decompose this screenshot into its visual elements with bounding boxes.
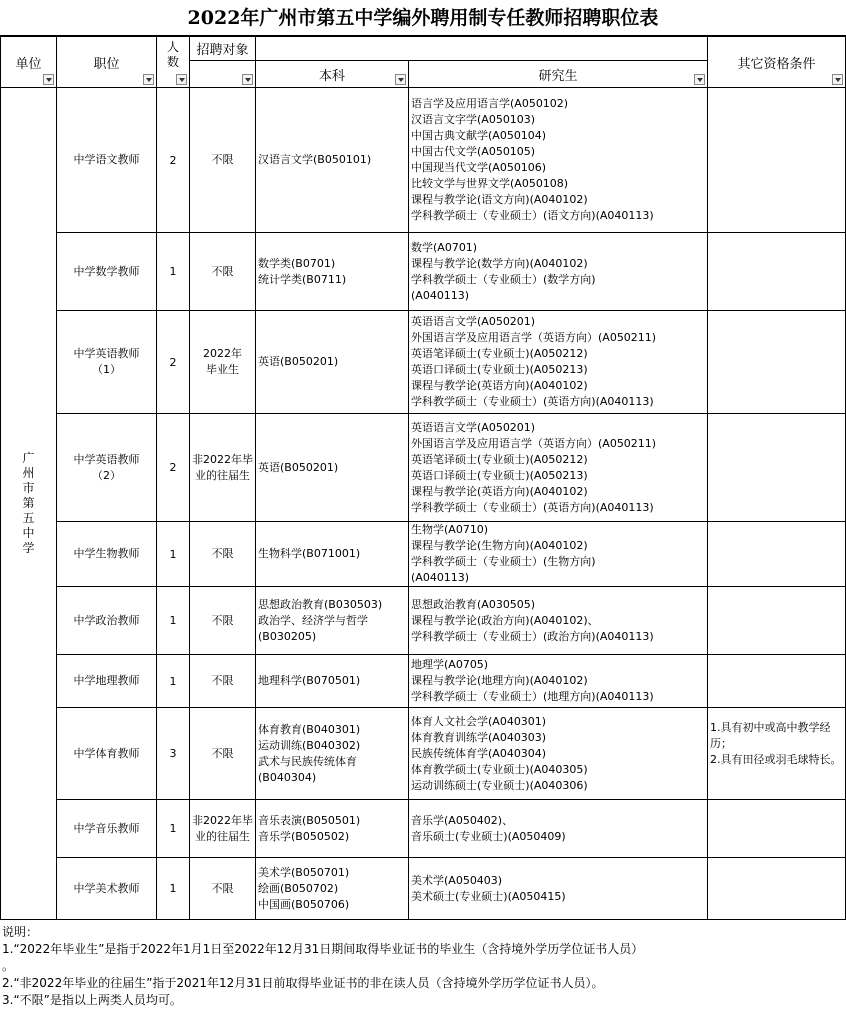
cell-line: 学科教学硕士（专业硕士）(语文方向)(A040113) [411,209,654,222]
cell-line: （2） [92,468,121,482]
undergrad-cell [256,587,409,655]
cell-line: 美术学(A050403) [411,873,503,887]
table-row [1,800,846,858]
target-cell [190,522,256,587]
target-cell [190,311,256,414]
target-cell [190,233,256,311]
cell-line: 运动训练硕士(专业硕士)(A040306) [411,778,588,792]
target-cell [190,708,256,800]
other-cell [708,800,846,858]
cell-line: (B030205) [258,629,317,643]
count-cell: 2 [157,414,190,522]
cell-line: 非2022年毕 [192,452,253,466]
target-cell [190,858,256,920]
cell-line: 音乐表演(B050501) [258,813,361,827]
header-postgrad: 研究生 [409,61,708,88]
cell-line: 中学英语教师 [73,347,140,360]
other-cell [708,414,846,522]
cell-line: 中国古典文献学(A050104) [411,129,547,142]
cell-line: 体育教育(B040301) [258,722,361,736]
cell-line: 音乐硕士(专业硕士)(A050409) [411,829,566,843]
position-cell [57,858,157,920]
positions-table [0,36,846,920]
table-row [1,414,846,522]
header-education [256,37,708,61]
cell-line: (B040304) [258,770,317,784]
cell-line: （1） [92,363,121,376]
undergrad-cell [256,858,409,920]
cell-line: 中学音乐教师 [73,821,140,835]
table-row [1,88,846,233]
position-cell [57,800,157,858]
unit-cell [1,88,57,920]
postgrad-cell [409,587,708,655]
position-cell [57,522,157,587]
undergrad-cell [256,522,409,587]
cell-line: 学科教学硕士（专业硕士）(政治方向)(A040113) [411,629,654,643]
cell-line: 思想政治教育(B030503) [258,597,383,611]
cell-line: 课程与教学论(政治方向)(A040102)、 [411,613,599,627]
cell-line: 不限 [211,674,234,687]
header-target-filter [190,61,256,88]
cell-line: 学科教学硕士（专业硕士）(地理方向)(A040113) [411,690,654,703]
cell-line: 不限 [211,613,234,627]
cell-line: 英语语言文学(A050201) [411,420,536,434]
cell-line: 中学语文教师 [73,153,140,166]
cell-line: 课程与教学论(数学方向)(A040102) [411,256,588,270]
cell-line: 民族传统体育学(A040304) [411,746,547,760]
undergrad-cell [256,708,409,800]
cell-line: 统计学类(B0711) [258,272,347,286]
note-line: 2.“非2022年毕业的往届生”指于2021年12月31日前取得毕业证书的非在读人员（含持境外学历学位证书人员）。 [2,976,604,990]
cell-line: 地理科学(B070501) [258,674,361,687]
other-cell [708,311,846,414]
postgrad-cell [409,522,708,587]
undergrad-cell [256,414,409,522]
note-line: 。 [2,959,15,973]
postgrad-cell [409,414,708,522]
cell-line: 语言学及应用语言学(A050102) [411,97,569,110]
cell-line: 地理学(A0705) [411,658,489,671]
cell-line: 外国语言学及应用语言学（英语方向）(A050211) [411,436,657,450]
notes [0,920,846,1009]
cell-line: 毕业生 [206,363,239,376]
header-target: 招聘对象 [190,37,256,61]
cell-line: 中学数学教师 [73,264,140,278]
postgrad-cell [409,233,708,311]
count-cell: 1 [157,858,190,920]
cell-line: 业的往届生 [195,829,250,843]
cell-line: 学科教学硕士（专业硕士）(数学方向) [411,272,596,286]
cell-line: 英语口译硕士(专业硕士)(A050213) [411,468,588,482]
cell-line: 汉语言文学(B050101) [258,153,372,166]
cell-line: 学科教学硕士（专业硕士）(英语方向)(A040113) [411,500,654,514]
cell-line: (A040113) [411,288,470,302]
filter-dropdown-icon[interactable] [143,74,154,85]
cell-line: 中学美术教师 [73,881,140,895]
postgrad-cell [409,655,708,708]
table-row [1,858,846,920]
header-undergrad: 本科 [256,61,409,88]
filter-dropdown-icon[interactable] [694,74,705,85]
cell-line: 美术硕士(专业硕士)(A050415) [411,889,566,903]
cell-line: 英语语言文学(A050201) [411,315,536,328]
cell-line: 业的往届生 [195,468,250,482]
undergrad-cell [256,800,409,858]
cell-line: 学科教学硕士（专业硕士）(英语方向)(A040113) [411,395,654,408]
cell-line: 绘画(B050702) [258,881,339,895]
target-cell [190,88,256,233]
table-row [1,311,846,414]
note-line: 说明： [2,925,39,939]
cell-line: 中国现当代文学(A050106) [411,161,547,174]
cell-line: 中学生物教师 [73,547,140,560]
position-cell [57,233,157,311]
cell-line: 英语(B050201) [258,355,339,368]
count-cell: 1 [157,800,190,858]
cell-line: 中学政治教师 [73,613,140,627]
cell-line: 中学英语教师 [73,452,140,466]
cell-line: (A040113) [411,571,470,584]
note-line: 1.“2022年毕业生”是指于2022年1月1日至2022年12月31日期间取得毕业证书的毕业生（含持境外学历学位证书人员） [2,942,644,956]
cell-line: 英语笔译硕士(专业硕士)(A050212) [411,452,588,466]
table-row [1,522,846,587]
cell-line: 中学体育教师 [73,746,140,760]
target-cell [190,800,256,858]
position-cell [57,414,157,522]
unit-name: 广州市第五中学 [22,451,35,555]
cell-line: 音乐学(B050502) [258,829,350,843]
cell-line: 音乐学(A050402)、 [411,813,514,827]
cell-line: 英语口译硕士(专业硕士)(A050213) [411,363,588,376]
other-cell [708,708,846,800]
position-cell [57,88,157,233]
position-cell [57,655,157,708]
cell-line: 课程与教学论(语文方向)(A040102) [411,193,588,206]
cell-line: 武术与民族传统体育 [258,754,357,768]
postgrad-cell [409,311,708,414]
other-cell [708,858,846,920]
header-count: 人数 [157,37,190,88]
other-cell [708,88,846,233]
undergrad-cell [256,311,409,414]
cell-line: 数学类(B0701) [258,256,336,270]
cell-line: 政治学、经济学与哲学 [258,613,368,627]
cell-line: 英语(B050201) [258,460,339,474]
count-cell: 3 [157,708,190,800]
postgrad-cell [409,800,708,858]
position-cell [57,311,157,414]
postgrad-cell [409,88,708,233]
cell-line: 中国古代文学(A050105) [411,145,536,158]
cell-line: 外国语言学及应用语言学（英语方向）(A050211) [411,331,657,344]
header-position: 职位 [57,37,157,88]
cell-line: 不限 [211,881,234,895]
cell-line: 生物科学(B071001) [258,547,361,560]
cell-line: 非2022年毕 [192,813,253,827]
other-cell [708,233,846,311]
cell-line: 汉语言文字学(A050103) [411,113,536,126]
cell-line: 课程与教学论(英语方向)(A040102) [411,379,588,392]
target-cell [190,587,256,655]
count-cell: 2 [157,311,190,414]
cell-line: 2022年 [203,347,242,360]
cell-line: 中国画(B050706) [258,897,350,911]
table-row [1,587,846,655]
other-cell [708,587,846,655]
filter-dropdown-icon[interactable] [176,74,187,85]
page-title: 2022年广州市第五中学编外聘用制专任教师招聘职位表 [0,0,846,36]
count-cell: 1 [157,522,190,587]
position-cell [57,587,157,655]
filter-dropdown-icon[interactable] [832,74,843,85]
cell-line: 不限 [211,746,234,760]
cell-line: 中学地理教师 [73,674,140,687]
cell-line: 运动训练(B040302) [258,738,361,752]
undergrad-cell [256,233,409,311]
count-cell: 2 [157,88,190,233]
header-other: 其它资格条件 [708,37,846,88]
filter-dropdown-icon[interactable] [43,74,54,85]
cell-line: 不限 [211,547,234,560]
count-cell: 1 [157,233,190,311]
table-row [1,708,846,800]
cell-line: 学科教学硕士（专业硕士）(生物方向) [411,555,596,568]
cell-line: 数学(A0701) [411,240,478,254]
cell-line: 美术学(B050701) [258,865,350,879]
header-unit: 单位 [1,37,57,88]
cell-line: 比较文学与世界文学(A050108) [411,177,569,190]
cell-line: 2.具有田径或羽毛球特长。 [710,753,842,766]
postgrad-cell [409,708,708,800]
other-cell [708,522,846,587]
cell-line: 1.具有初中或高中教学经历； [710,721,831,750]
target-cell [190,414,256,522]
cell-line: 体育教育训练学(A040303) [411,730,547,744]
cell-line: 体育教学硕士(专业硕士)(A040305) [411,762,588,776]
filter-dropdown-icon[interactable] [395,74,406,85]
count-cell: 1 [157,587,190,655]
cell-line: 课程与教学论(英语方向)(A040102) [411,484,588,498]
note-line: 3.“不限”是指以上两类人员均可。 [2,993,182,1007]
table-row [1,233,846,311]
cell-line: 生物学(A0710) [411,523,489,536]
cell-line: 课程与教学论(地理方向)(A040102) [411,674,588,687]
cell-line: 体育人文社会学(A040301) [411,714,547,728]
undergrad-cell [256,655,409,708]
count-cell: 1 [157,655,190,708]
cell-line: 英语笔译硕士(专业硕士)(A050212) [411,347,588,360]
target-cell [190,655,256,708]
table-row [1,655,846,708]
other-cell [708,655,846,708]
cell-line: 不限 [211,264,234,278]
cell-line: 思想政治教育(A030505) [411,597,536,611]
postgrad-cell [409,858,708,920]
cell-line: 不限 [211,153,234,166]
position-cell [57,708,157,800]
filter-dropdown-icon[interactable] [242,74,253,85]
undergrad-cell [256,88,409,233]
cell-line: 课程与教学论(生物方向)(A040102) [411,539,588,552]
